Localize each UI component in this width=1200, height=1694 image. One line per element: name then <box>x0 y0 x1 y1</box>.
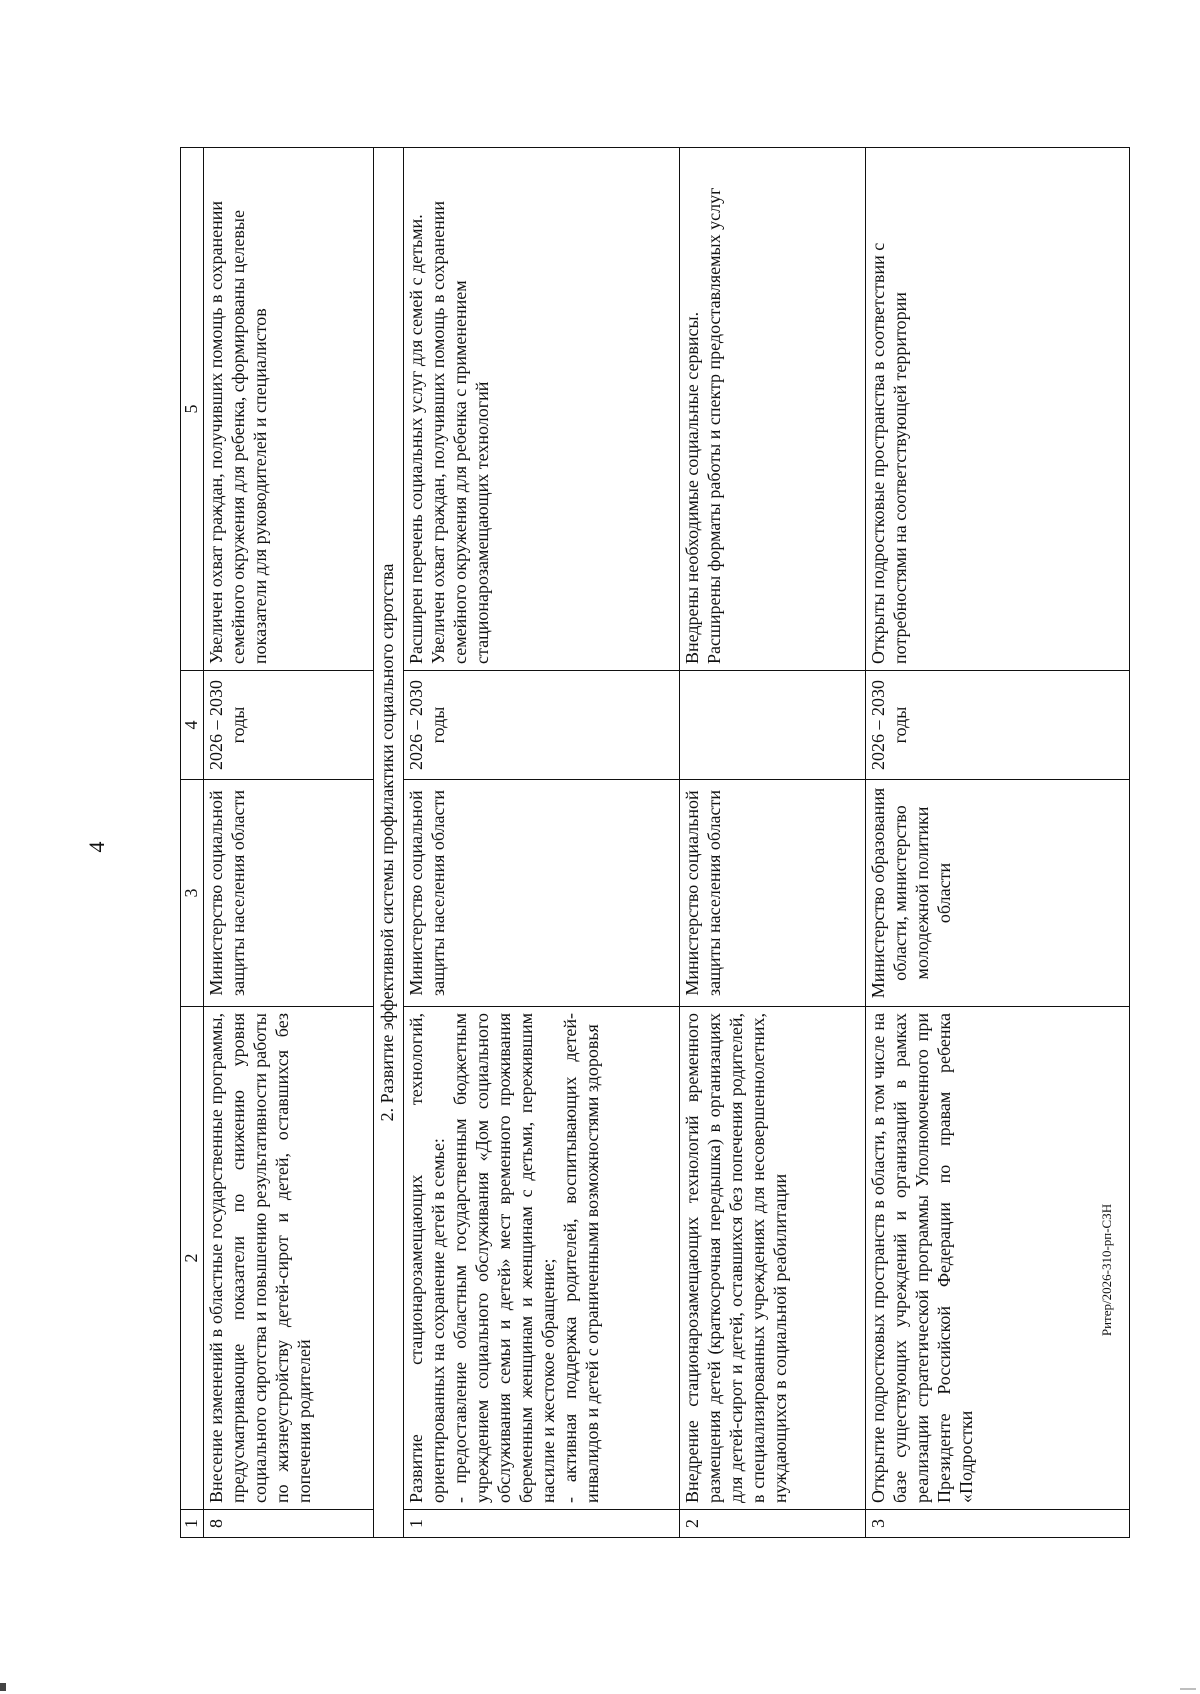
activity-cell: Открытие подростковых пространств в области, в том числе на базе существующих учреждений и организаций в рамках реализации стратегической программы Уполномоченного при Президенте Российской Федерации по правам ребенка «Подростки <box>865 1007 1129 1510</box>
activity-cell: Внесение изменений в областные государственные программы, предусматривающие показатели по снижению уровня социального сиротства и повышению результативности работы по жизнеустройству детей-сирот и детей, оставшихся без попечения родителей <box>203 1007 373 1510</box>
table-header-row <box>181 148 204 1538</box>
row-number: 3 <box>865 1510 1129 1538</box>
table-row <box>865 148 1129 1538</box>
rotated-table-wrapper <box>180 148 1130 1538</box>
result-cell: Увеличен охват граждан, получивших помощь в сохранении семейного окружения для ребенка, сформированы целевые показатели для руководителей и специалистов <box>203 148 373 671</box>
section-row <box>373 148 403 1538</box>
scan-artifact <box>0 1683 6 1691</box>
result-cell <box>679 148 865 671</box>
measures-table <box>180 147 1130 1538</box>
executor-cell: Министерство социальной защиты населения области <box>679 780 865 1007</box>
term-cell: 2026 – 2030 годы <box>203 671 373 780</box>
scan-artifact <box>1180 1688 1196 1690</box>
header-col-1: 1 <box>181 1510 204 1538</box>
header-col-5: 5 <box>181 148 204 671</box>
result-line: Увеличен охват граждан, получивших помощь в сохранении семейного окружения для ребенка с применением стационарозамещающих технологий <box>427 200 492 664</box>
header-col-3: 3 <box>181 780 204 1007</box>
activity-cell <box>403 1007 679 1510</box>
table-row <box>203 148 373 1538</box>
result-cell <box>403 148 679 671</box>
activity-line: - предоставление областным государственным бюджетным учреждением социального обслуживания «Дом социального обслуживания семьи и детей» мест временного проживания беременным женщинам и женщинам с детьми, пережившим насилие и жестокое обращение; <box>449 1013 558 1503</box>
result-line: Расширен перечень социальных услуг для семей с детьми. <box>405 214 426 664</box>
activity-cell: Внедрение стационарозамещающих технологий временного размещения детей (краткосрочная передышка) в организациях для детей-сирот и детей, оставшихся без попечения родителей, в специализированных учреждениях для несовершеннолетних, нуждающихся в социальной реабилитации <box>679 1007 865 1510</box>
term-cell: 2026 – 2030 годы <box>403 671 679 780</box>
page-number: 4 <box>84 841 109 853</box>
row-number: 2 <box>679 1510 865 1538</box>
footer-code: Ритер/2026-310-рп-СЗН <box>1099 1203 1114 1337</box>
executor-cell: Министерство образования области, министерство молодежной политики области <box>865 780 1129 1007</box>
executor-cell: Министерство социальной защиты населения области <box>203 780 373 1007</box>
activity-line: - активная поддержка родителей, воспитывающих детей-инвалидов и детей с ограниченными возможностями здоровья <box>559 1013 602 1503</box>
activity-line: Развитие стационарозамещающих технологий, ориентированных на сохранение детей в семье: <box>405 1013 448 1503</box>
table-row <box>403 148 679 1538</box>
section-title: 2. Развитие эффективной системы профилактики социального сиротства <box>373 148 403 1538</box>
table-row <box>679 148 865 1538</box>
result-line: Внедрены необходимые социальные сервисы. <box>681 311 702 664</box>
term-cell: 2026 – 2030 годы <box>865 671 1129 780</box>
header-col-4: 4 <box>181 671 204 780</box>
header-col-2: 2 <box>181 1007 204 1510</box>
result-line: Расширены форматы работы и спектр предоставляемых услуг <box>703 187 724 664</box>
row-number: 8 <box>203 1510 373 1538</box>
term-cell <box>679 671 865 780</box>
row-number: 1 <box>403 1510 679 1538</box>
executor-cell: Министерство социальной защиты населения области <box>403 780 679 1007</box>
result-cell: Открыты подростковые пространства в соответствии с потребностями на соответствующей территории <box>865 148 1129 671</box>
